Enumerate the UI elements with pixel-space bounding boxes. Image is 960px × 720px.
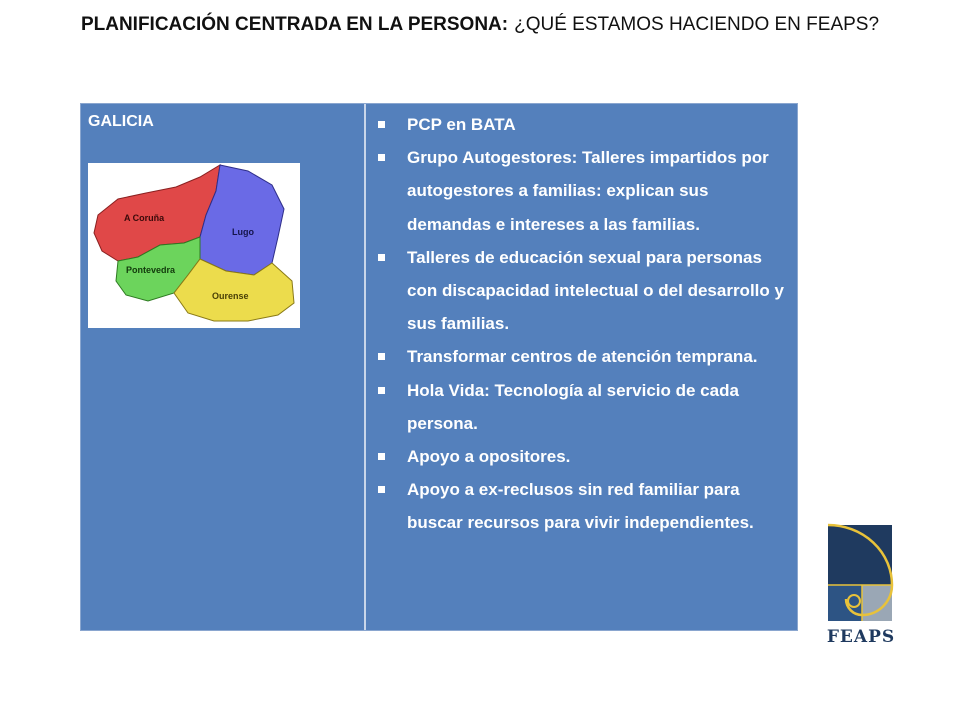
feaps-logo-mark — [826, 523, 896, 623]
content-panel — [80, 103, 798, 631]
map-label-ourense: Ourense — [212, 291, 249, 301]
galicia-map — [88, 163, 300, 328]
bullet-square-icon — [378, 154, 385, 161]
map-label-pontevedra: Pontevedra — [126, 265, 176, 275]
list-item-text: PCP en BATA — [407, 115, 516, 134]
bullet-square-icon — [378, 387, 385, 394]
list-item — [372, 108, 792, 141]
bullet-square-icon — [378, 121, 385, 128]
activity-list — [372, 108, 792, 540]
bullet-square-icon — [378, 353, 385, 360]
list-item-text: Transformar centros de atención temprana. — [407, 347, 758, 367]
list-item — [372, 340, 792, 373]
feaps-logo — [826, 523, 896, 653]
list-item-text: Hola Vida: Tecnología al servicio de cada persona. — [407, 380, 739, 433]
map-label-coruna: A Coruña — [124, 213, 165, 223]
page-title-rest: ¿QUÉ ESTAMOS HACIENDO EN FEAPS? — [514, 14, 880, 35]
list-item — [372, 440, 792, 473]
list-item — [372, 374, 792, 440]
list-item-text: Apoyo a opositores. — [407, 447, 571, 467]
bullet-square-icon — [378, 453, 385, 460]
list-item-text: Talleres de educación sexual para personas con discapacidad intelectual o del desarrollo y sus familias. — [407, 247, 784, 334]
feaps-logo-text: FEAPS — [826, 627, 896, 647]
region-label: GALICIA — [88, 113, 154, 130]
list-item — [372, 473, 792, 539]
page-title-bold: PLANIFICACIÓN CENTRADA EN LA PERSONA: — [80, 14, 509, 35]
bullet-square-icon — [378, 486, 385, 493]
bullet-square-icon — [378, 254, 385, 261]
list-item-text: Apoyo a ex-reclusos sin red familiar para buscar recursos para vivir independientes. — [407, 480, 754, 533]
map-label-lugo: Lugo — [232, 227, 254, 237]
list-item — [372, 241, 792, 341]
column-divider — [364, 104, 366, 630]
page-title — [0, 14, 960, 36]
list-item — [372, 141, 792, 241]
list-item-text: Grupo Autogestores: Talleres impartidos por autogestores a familias: explican sus demandas e intereses a las familias. — [407, 148, 769, 234]
